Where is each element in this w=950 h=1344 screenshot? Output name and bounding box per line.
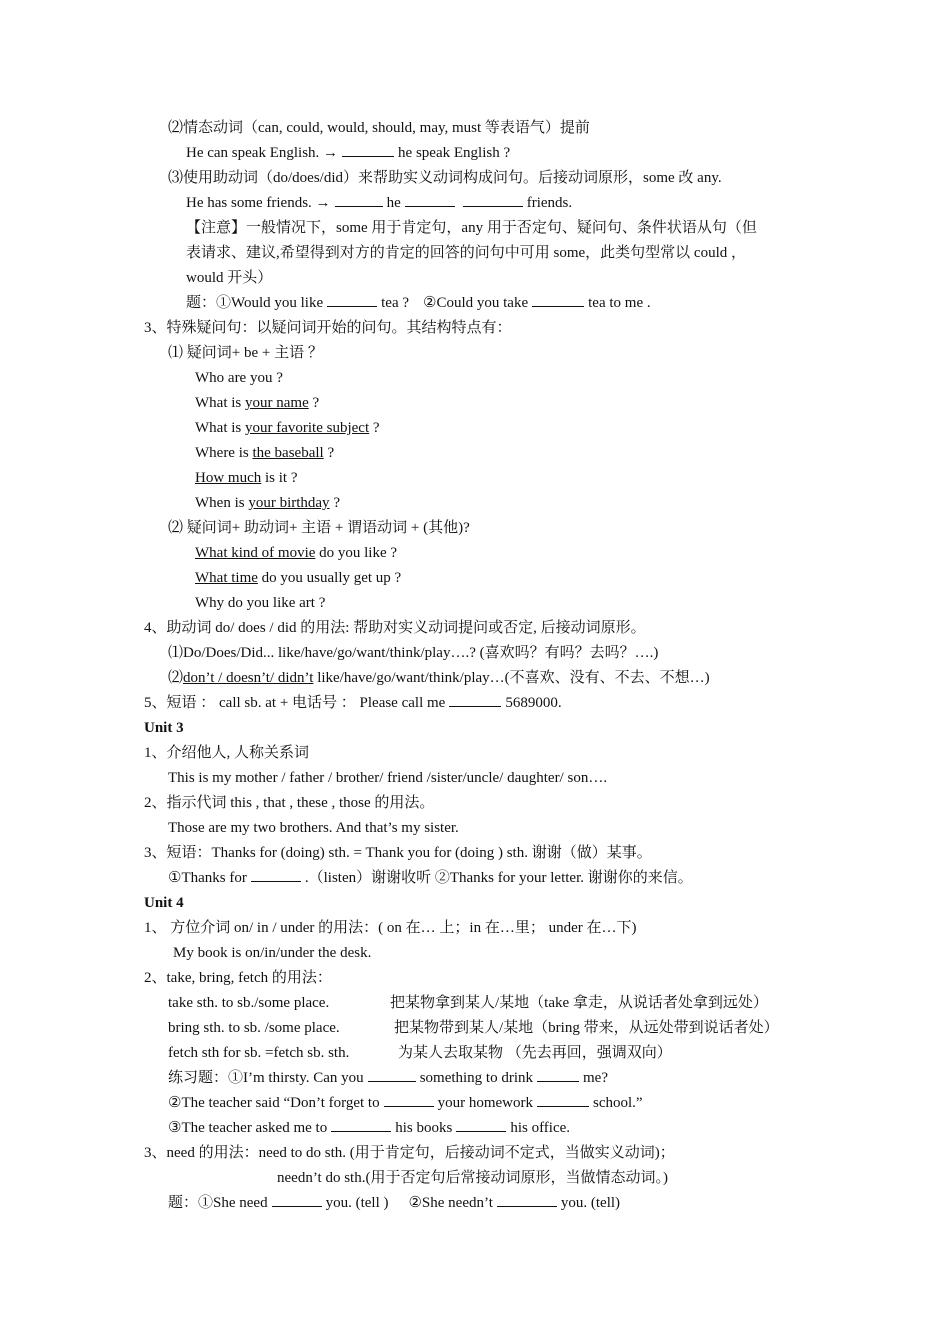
exercise-line: 题：①Would you like tea ? ②Could you take tea to me . bbox=[186, 295, 651, 311]
note-line: 【注意】一般情况下，some 用于肯定句，any 用于否定句、疑问句、条件状语从句（但 bbox=[186, 220, 757, 236]
answer-blank bbox=[342, 144, 394, 157]
example-line: My book is on/in/under the desk. bbox=[173, 945, 372, 961]
section-heading: 2、take, bring, fetch 的用法： bbox=[144, 970, 332, 986]
answer-blank bbox=[335, 194, 383, 207]
answer-blank bbox=[456, 1119, 506, 1132]
answer-blank bbox=[537, 1069, 579, 1082]
text-line: ⑶使用助动词（do/does/did）来帮助实义动词构成问句。后接动词原形，some 改 any. bbox=[168, 170, 722, 186]
example-line: What is your name ? bbox=[195, 395, 320, 411]
usage-line: take sth. to sb./some place. bbox=[168, 995, 330, 1011]
text-line: ⑵情态动词（can, could, would, should, may, must 等表语气）提前 bbox=[168, 120, 590, 136]
answer-blank bbox=[449, 694, 501, 707]
usage-line: bring sth. to sb. /some place. bbox=[168, 1020, 340, 1036]
section-heading: 4、助动词 do/ does / did 的用法: 帮助对实义动词提问或否定, 后接动词原形。 bbox=[144, 620, 646, 636]
unit-heading: Unit 4 bbox=[144, 895, 184, 911]
answer-blank bbox=[537, 1094, 589, 1107]
section-heading: 3、特殊疑问句：以疑问词开始的问句。其结构特点有： bbox=[144, 320, 512, 336]
example-line: This is my mother / father / brother/ friend /sister/uncle/ daughter/ son…. bbox=[168, 770, 608, 786]
example-line: Why do you like art ? bbox=[195, 595, 326, 611]
example-line: Who are you ? bbox=[195, 370, 283, 386]
text-line: He can speak English. → he speak English ? bbox=[186, 145, 511, 161]
text-line: needn’t do sth.(用于否定句后常接动词原形，当做情态动词。) bbox=[277, 1170, 668, 1186]
exercise-line: 练习题：①I’m thirsty. Can you something to drink me? bbox=[168, 1070, 608, 1086]
example-line: What kind of movie do you like ? bbox=[195, 545, 398, 561]
example-line: Those are my two brothers. And that’s my sister. bbox=[168, 820, 459, 836]
answer-blank bbox=[272, 1194, 322, 1207]
section-heading: 3、need 的用法：need to do sth. (用于肯定句，后接动词不定式，当做实义动词)； bbox=[144, 1145, 675, 1161]
unit-heading: Unit 3 bbox=[144, 720, 184, 736]
section-heading: 1、 方位介词 on/ in / under 的用法：( on 在… 上；in 在…里； under 在…下) bbox=[144, 920, 637, 936]
answer-blank bbox=[497, 1194, 557, 1207]
usage-explanation: 把某物拿到某人/某地（take 拿走，从说话者处拿到远处） bbox=[390, 995, 768, 1011]
answer-blank bbox=[368, 1069, 416, 1082]
note-line: would 开头） bbox=[186, 270, 273, 286]
section-heading: 2、指示代词 this , that , these , those 的用法。 bbox=[144, 795, 435, 811]
example-line: Where is the baseball ? bbox=[195, 445, 335, 461]
text-line: ⑵don’t / doesn’t/ didn’t like/have/go/want/think/play…(不喜欢、没有、不去、不想…) bbox=[168, 670, 710, 686]
usage-explanation: 为某人去取某物 （先去再回，强调双向） bbox=[398, 1045, 672, 1061]
answer-blank bbox=[463, 194, 523, 207]
section-heading: 1、介绍他人, 人称关系词 bbox=[144, 745, 310, 761]
example-line: What is your favorite subject ? bbox=[195, 420, 380, 436]
example-line: What time do you usually get up ? bbox=[195, 570, 402, 586]
usage-explanation: 把某物带到某人/某地（bring 带来，从远处带到说话者处） bbox=[394, 1020, 779, 1036]
section-heading: 5、短语 ： call sb. at + 电话号 ： Please call me 5689000. bbox=[144, 695, 562, 711]
exercise-line: 题：①She need you. (tell ) ②She needn’t you. (tell) bbox=[168, 1195, 621, 1211]
answer-blank bbox=[384, 1094, 434, 1107]
text-line: ⑴Do/Does/Did... like/have/go/want/think/play….? (喜欢吗？有吗？去吗？….) bbox=[168, 645, 659, 661]
answer-blank bbox=[327, 294, 377, 307]
exercise-line: ③The teacher asked me to his books his office. bbox=[168, 1120, 571, 1136]
answer-blank bbox=[331, 1119, 391, 1132]
example-line: When is your birthday ? bbox=[195, 495, 340, 511]
usage-line: fetch sth for sb. =fetch sb. sth. bbox=[168, 1045, 350, 1061]
example-line: How much is it ? bbox=[195, 470, 298, 486]
answer-blank bbox=[405, 194, 455, 207]
answer-blank bbox=[532, 294, 584, 307]
exercise-line: ①Thanks for .（listen）谢谢收听 ②Thanks for your letter. 谢谢你的来信。 bbox=[168, 870, 693, 886]
text-line: ⑴ 疑问词+ be + 主语 ？ bbox=[168, 345, 323, 361]
text-line: He has some friends. → he friends. bbox=[186, 195, 573, 211]
answer-blank bbox=[251, 869, 301, 882]
section-heading: 3、短语：Thanks for (doing) sth. = Thank you for (doing ) sth. 谢谢（做）某事。 bbox=[144, 845, 652, 861]
text-line: ⑵ 疑问词+ 助动词+ 主语 + 谓语动词 + (其他)? bbox=[168, 520, 470, 536]
note-line: 表请求、建议,希望得到对方的肯定的回答的问句中可用 some，此类句型常以 could ， bbox=[186, 245, 746, 261]
exercise-line: ②The teacher said “Don’t forget to your homework school.” bbox=[168, 1095, 643, 1111]
